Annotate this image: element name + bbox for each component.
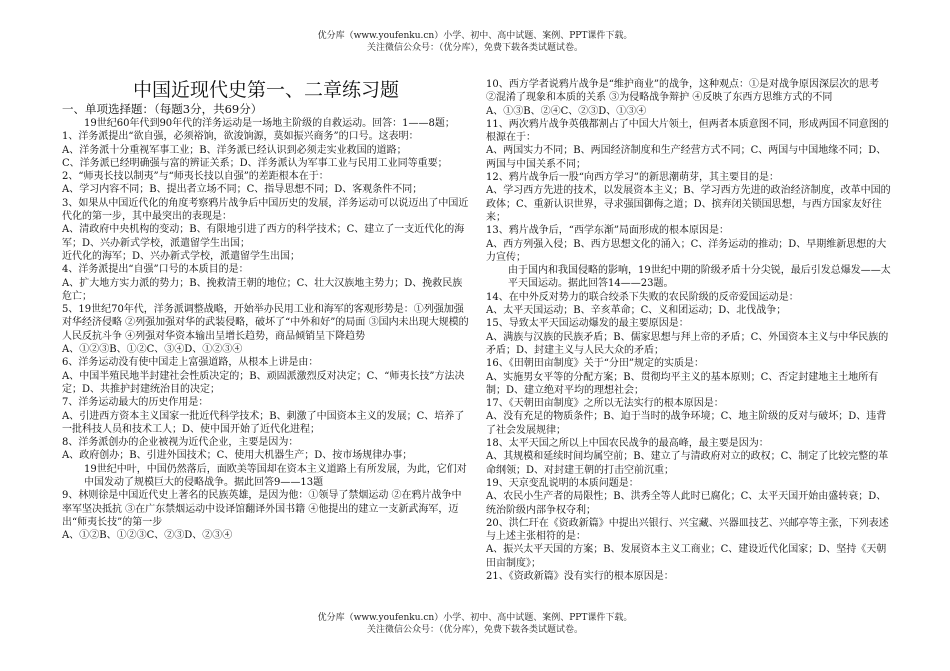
question-4: 4、洋务派提出“自强”口号的本质目的是： — [62, 264, 249, 276]
question-15: 15、导致太平天国运动爆发的最主要原因是： — [486, 318, 689, 330]
q12-options: A、学习西方先进的技术，以发展资本主义；B、学习西方先进的政治经济制度，改革中国的政体；C、重新认识世界，寻求强国御侮之道；D、摈弃闭关锁国思想，与西方国家友好往来； — [486, 185, 891, 223]
page-header — [0, 30, 950, 54]
q17-options: A、没有充足的物质条件；B、迫于当时的战争环境；C、地主阶级的反对与破坏；D、违背了社会发展规律； — [486, 411, 887, 436]
question-17: 17、《天朝田亩制度》之所以无法实行的根本原因是： — [486, 398, 724, 410]
q13-options: A、西方列强入侵；B、西方思想文化的涌入；C、洋务运动的推动；D、早期维新思想的大力宣传； — [486, 238, 887, 263]
question-5: 5、19世纪70年代，洋务派调整战略，开始举办民用工业和海军的客观形势是：①列强加强对华经济侵略 ②列强加强对华的武装侵略，破坏了“中外和好”的局面 ③国内未出现大规模的人民反抗斗争 ④列强对华资本输出呈增长趋势，商品倾销呈下降趋势 — [62, 304, 469, 342]
q1-options-cd: C、洋务派已经明确强与富的辨证关系；D、洋务派认为军事工业与民用工业同等重要； — [62, 157, 448, 169]
q4-options: A、扩大地方实力派的势力；B、挽救清王朝的地位；C、壮大汉族地主势力；D、挽救民族危亡； — [62, 277, 463, 302]
q15-options: A、满族与汉族的民族矛盾；B、儒家思想与拜上帝的矛盾；C、外国资本主义与中华民族的矛盾；D、封建主义与人民大众的矛盾； — [486, 331, 889, 356]
question-2: 2、“师夷长技以制夷”与“师夷长技以自强”的差距根本在于： — [62, 171, 329, 183]
header-line-2: 关注微信公众号：（优分库），免费下载各类试题试卷。 — [366, 43, 583, 53]
q19-options: A、农民小生产者的局限性；B、洪秀全等人此时已腐化；C、太平天国开始由盛转衰；D、统治阶级内部争权夺利； — [486, 491, 887, 516]
section-heading: 一、单项选择题：（每题3分，共69分） — [62, 102, 263, 116]
intro-9-13: 19世纪中叶，中国仍然落后，面欧美等国却在资本主义道路上有所发展，为此，它们对中国发动了规模巨大的侵略战争。据此回答9——13题 — [84, 463, 467, 489]
left-column — [62, 78, 470, 543]
question-10: 10、西方学者说鸦片战争是“维护商业”的战争，这种观点：①是对战争原因深层次的思考 ②混淆了现象和本质的关系 ③为侵略战争辩护 ④反映了东西方思维方式的不同 — [486, 79, 879, 104]
q6-options: A、中国半殖民地半封建社会性质决定的；B、顽固派激烈反对决定；C、“师夷长技”方法决定；D、共推护封建统治目的决定； — [62, 370, 465, 395]
question-21: 21、《资政新篇》没有实行的根本原因是： — [486, 570, 674, 582]
q11-options: A、两国实力不同；B、两国经济制度和生产经营方式不同；C、两国与中国地缘不同；D、两国与中国关系不同； — [486, 145, 887, 170]
q18-options: A、其规模和延续时间均属空前；B、建立了与清政府对立的政权；C、制定了比较完整的革命纲领；D、对封建王朝的打击空前沉重； — [486, 451, 889, 476]
intro-1-8: 19世纪60年代到90年代的洋务运动是一场地主阶级的自救运动。回答：1——8题； — [84, 118, 455, 129]
q2-options: A、学习内容不同；B、提出者立场不同；C、指导思想不同；D、客观条件不同； — [62, 184, 423, 196]
right-column — [486, 78, 891, 583]
question-8: 8、洋务派创办的企业被视为近代企业，主要是因为： — [62, 437, 299, 449]
q20-options: A、振兴太平天国的方案；B、发展资本主义工商业；C、建设近代化国家；D、坚持《天朝田亩制度》； — [486, 544, 887, 569]
q8-options: A、政府创办；B、引进外国技术；C、使用大机器生产；D、按市场规律办事； — [62, 450, 413, 462]
q9-options: A、①②B、①②③C、②③D、②③④ — [62, 530, 233, 542]
question-1: 1、洋务派提出“欲自强，必须裕饷，欲浚饷源，莫如振兴商务”的口号。这表明： — [62, 131, 419, 143]
q1-options-ab: A、洋务派十分重视军事工业；B、洋务派已经认识到必须走实业救国的道路； — [62, 144, 407, 156]
q14-options: A、太平天国运动；B、辛亥革命；C、义和团运动；D、北伐战争； — [486, 305, 787, 317]
footer-line-2: 关注微信公众号：（优分库），免费下载各类试题试卷。 — [366, 625, 583, 635]
question-13: 13、鸦片战争后，“西学东渐”局面形成的根本原因是： — [486, 225, 729, 237]
page-title: 中国近现代史第一、二章练习题 — [132, 79, 399, 101]
intro-14-23: 由于国内和我国侵略的影响，19世纪中期的阶级矛盾十分尖锐，最后引发总爆发——太平天国运动。据此回答14——23题。 — [508, 265, 891, 290]
question-9: 9、林则徐是中国近代史上著名的民族英雄，是因为他：①领导了禁烟运动 ②在鸦片战争中率军坚决抵抗 ③在广东禁烟运动中设译馆翻译外国书籍 ④他提出的建立一支新武海军，迈出“师夷长技”的第一步 — [62, 490, 462, 528]
q16-options: A、实施男女平等的分配方案；B、贯彻均平主义的基本原则；C、否定封建地主土地所有制；D、建立绝对平均的理想社会； — [486, 371, 879, 396]
question-7: 7、洋务运动最大的历史作用是： — [62, 397, 209, 409]
question-6: 6、洋务运动没有使中国走上富强道路，从根本上讲是由： — [62, 357, 319, 369]
question-16: 16、《田朝田亩制度》关于“分田”规定的实质是： — [486, 358, 704, 370]
page-footer — [0, 612, 950, 636]
question-14: 14、在中外反对势力的联合绞杀下失败的农民阶级的反帝爱国运动是： — [486, 291, 799, 303]
header-line-1: 优分库（www.youfenku.cn）小学、初中、高中试题、案例、PPT课件下载。 — [317, 31, 633, 41]
q10-options: A、①③B、②④C、②③D、①③④ — [486, 105, 647, 117]
question-3: 3、如果从中国近代化的角度考察鸦片战争后中国历史的发展，洋务运动可以说迈出了中国近代化的第一步，其中最突出的表现是： — [62, 197, 469, 223]
question-18: 18、太平天国之所以上中国农民战争的最高峰，最主要是因为： — [486, 438, 769, 450]
q7-options: A、引进西方资本主义国家一批近代科学技术；B、刺激了中国资本主义的发展；C、培养了一批科技人员和技术工人；D、使中国开始了近代化进程； — [62, 410, 465, 435]
q5-options: A、①②③B、①②C、③④D、①②③④ — [62, 344, 243, 356]
footer-line-1: 优分库（www.youfenku.cn）小学、初中、高中试题、案例、PPT课件下载。 — [317, 613, 633, 623]
question-20: 20、洪仁玕在《资政新篇》中提出兴银行、兴宝藏、兴器皿技艺、兴邮亭等主张，下列表述与上述主张相符的是： — [486, 517, 889, 543]
question-19: 19、天京变乱说明的本质问题是： — [486, 477, 639, 489]
q3-options: A、清政府中央机构的变动；B、有限地引进了西方的科学技术；C、建立了一支近代化的海军；D、兴办新式学校，派遣留学生出国； — [62, 224, 465, 249]
question-11: 11、两次鸦片战争英俄都割占了中国大片领土，但两者本质意图不同，形成两国不同意图的根源在于： — [486, 118, 889, 144]
question-12: 12、鸦片战争后一股“向西方学习”的新思潮萌芽，其主要目的是： — [486, 172, 779, 184]
q3-options-repeat: 近代化的海军；D、兴办新式学校，派遣留学生出国； — [62, 250, 301, 262]
